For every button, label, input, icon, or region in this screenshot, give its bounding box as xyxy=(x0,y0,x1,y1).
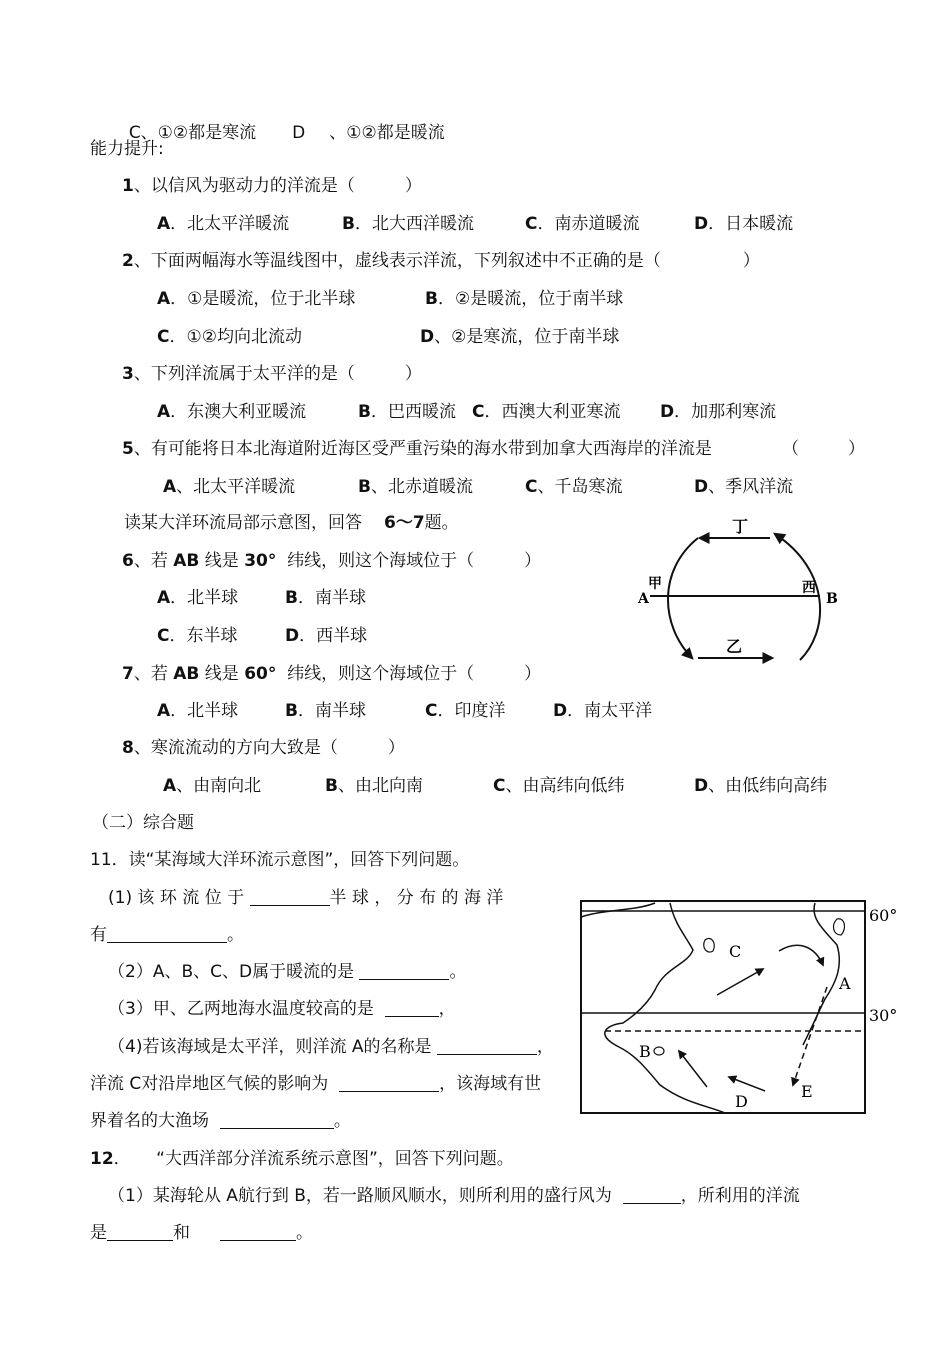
option-letter: C xyxy=(525,477,538,497)
q11-part2 xyxy=(108,961,466,983)
option-letter: A xyxy=(157,701,171,721)
option-text: 、千岛寒流 xyxy=(537,477,623,497)
current-arrow-d xyxy=(729,1077,765,1091)
map-label-a: A xyxy=(839,974,851,993)
answer-blank[interactable] xyxy=(437,1038,537,1055)
lat-60-label: 60° xyxy=(869,906,898,925)
question-stem: 、以信风为驱动力的洋流是（ xyxy=(133,176,355,196)
option-text: 、由南向北 xyxy=(176,776,262,796)
question-6 xyxy=(122,550,541,572)
bracket-close: ） xyxy=(387,738,405,758)
option-letter: A xyxy=(157,402,171,422)
q8-option-c xyxy=(493,775,624,797)
q2-option-a xyxy=(157,288,355,310)
bracket-close: ） xyxy=(524,551,542,571)
q5-option-d xyxy=(694,476,793,498)
question-11-title: 11．读“某海域大洋环流示意图”，回答下列问题。 xyxy=(90,850,470,870)
option-letter: B xyxy=(425,289,438,309)
option-letter: D xyxy=(660,402,675,422)
option-letter: C xyxy=(493,776,506,796)
q11-part6 xyxy=(90,1110,351,1132)
bracket-close: ） xyxy=(524,664,542,684)
latitude-value: 60° xyxy=(244,664,277,684)
option-text: ．巴西暖流 xyxy=(370,402,456,422)
q6-option-c xyxy=(157,625,237,647)
current-arrow-b xyxy=(679,1051,707,1087)
option-letter: D xyxy=(694,477,709,497)
option-text: ．南半球 xyxy=(297,588,366,608)
option-d-letter: D xyxy=(292,123,306,143)
part-text-b: ，所利用的洋流 xyxy=(680,1186,800,1206)
option-letter: D xyxy=(694,776,709,796)
question-2 xyxy=(122,250,760,272)
option-letter: B xyxy=(358,477,371,497)
label-xi: 西 xyxy=(802,580,816,596)
q11-part1 xyxy=(108,887,503,909)
question-stem: 纬线，则这个海域位于（ xyxy=(287,664,475,684)
q7-option-d xyxy=(553,700,652,722)
stem-mid: 线是 xyxy=(204,664,239,684)
section-ability-heading: 能力提升: xyxy=(90,139,164,159)
q1-option-c xyxy=(525,213,639,235)
question-number: 12 xyxy=(90,1149,114,1169)
answer-blank[interactable] xyxy=(385,1000,439,1017)
option-text: ．东半球 xyxy=(169,626,238,646)
option-letter: D xyxy=(420,327,435,347)
option-letter: A xyxy=(157,588,171,608)
current-arrow-e xyxy=(793,987,827,1085)
current-arrow-a xyxy=(779,945,823,965)
option-text: ．印度洋 xyxy=(437,701,506,721)
option-text: ．北半球 xyxy=(170,701,239,721)
q12-part1-cont xyxy=(90,1222,313,1244)
current-arrow-c xyxy=(717,969,763,995)
answer-blank[interactable] xyxy=(220,1112,334,1129)
map-label-c: C xyxy=(729,942,742,961)
option-letter: C xyxy=(525,214,538,234)
answer-blank[interactable] xyxy=(359,963,449,980)
option-d-text: 、①②都是暖流 xyxy=(329,123,445,143)
option-text: ．东澳大利亚暖流 xyxy=(170,402,307,422)
q6-option-a xyxy=(157,587,238,609)
map-label-e: E xyxy=(801,1082,813,1101)
option-letter: A xyxy=(163,477,177,497)
part-text: (1) 该 环 流 位 于 xyxy=(108,888,245,908)
q7-option-b xyxy=(285,700,366,722)
option-letter: C xyxy=(157,327,170,347)
part-text: 有 xyxy=(90,925,107,945)
option-letter: D xyxy=(285,626,300,646)
q1-option-d xyxy=(694,213,793,235)
option-c-text: C、①②都是寒流 xyxy=(128,123,257,143)
part-end: 。 xyxy=(333,1111,351,1131)
part-end: 。 xyxy=(227,925,244,945)
q11-part4 xyxy=(108,1036,554,1058)
part-text: （3）甲、乙两地海水温度较高的是 xyxy=(108,999,374,1019)
question-5 xyxy=(122,438,712,460)
part-text: 是 xyxy=(90,1223,107,1243)
answer-blank[interactable] xyxy=(107,1224,173,1241)
label-yi: 乙 xyxy=(726,637,743,656)
question-stem: 、有可能将日本北海道附近海区受严重污染的海水带到加拿大西海岸的洋流是 xyxy=(133,439,712,459)
q1-option-b xyxy=(342,213,474,235)
ocean-circulation-diagram xyxy=(630,510,850,670)
label-b: B xyxy=(826,591,838,607)
read-text-end: 题。 xyxy=(424,513,459,533)
island-east xyxy=(834,919,845,935)
option-text: ．加那利寒流 xyxy=(674,402,777,422)
q2-option-b xyxy=(425,288,623,310)
part-end: ， xyxy=(536,1037,554,1057)
stem-mid: 线是 xyxy=(204,551,239,571)
q3-option-d xyxy=(660,401,776,423)
answer-blank[interactable] xyxy=(220,1224,296,1241)
option-text: 、季风洋流 xyxy=(708,477,794,497)
part-end: 。 xyxy=(449,962,467,982)
stem-pre: 、若 xyxy=(133,664,168,684)
option-letter: B xyxy=(285,701,298,721)
q6-option-b xyxy=(285,587,366,609)
question-stem: ． “大西洋部分洋流系统示意图”，回答下列问题。 xyxy=(113,1149,514,1169)
q8-option-d xyxy=(694,775,827,797)
option-letter: C xyxy=(425,701,438,721)
answer-blank[interactable] xyxy=(107,926,227,943)
option-text: ．②是暖流，位于南半球 xyxy=(437,289,624,309)
part-end: ， xyxy=(438,999,456,1019)
option-text: ．北大西洋暖流 xyxy=(354,214,474,234)
label-a: A xyxy=(638,591,649,607)
q5-option-a xyxy=(163,476,295,498)
question-number: 5 xyxy=(122,439,134,459)
part-text: （1）某海轮从 A航行到 B，若一路顺风顺水，则所利用的盛行风为 xyxy=(108,1186,612,1206)
latitude-value: 30° xyxy=(244,551,277,571)
option-text: 、北太平洋暖流 xyxy=(176,477,296,497)
q5-bracket-close: ） xyxy=(848,439,865,459)
q5-bracket-open: （ xyxy=(782,439,799,459)
option-text: 、由低纬向高纬 xyxy=(708,776,828,796)
label-ding: 丁 xyxy=(732,517,749,536)
question-8 xyxy=(122,737,405,759)
read-instruction xyxy=(124,512,459,534)
question-number: 6 xyxy=(122,551,134,571)
answer-blank[interactable] xyxy=(623,1187,681,1204)
question-number: 8 xyxy=(122,738,134,758)
map-label-b: B xyxy=(639,1042,651,1061)
option-text: 、由高纬向低纬 xyxy=(505,776,625,796)
part-text-b: ，该海域有世 xyxy=(439,1074,542,1094)
question-7 xyxy=(122,663,541,685)
part-text: 界着名的大渔场 xyxy=(90,1111,209,1131)
q5-option-b xyxy=(358,476,473,498)
option-text: ．南半球 xyxy=(297,701,366,721)
q3-option-c xyxy=(472,401,620,423)
line-label: AB xyxy=(173,551,200,571)
option-letter: A xyxy=(157,289,171,309)
option-text: ．西半球 xyxy=(299,626,368,646)
option-letter: C xyxy=(157,626,170,646)
bracket-close: ） xyxy=(404,176,422,196)
q12-part1 xyxy=(108,1185,800,1207)
part-text-b: 半 球 ， 分 布 的 海 洋 xyxy=(329,888,504,908)
option-text: ．北太平洋暖流 xyxy=(170,214,290,234)
island-west xyxy=(704,938,715,952)
question-stem: 纬线，则这个海域位于（ xyxy=(287,551,475,571)
option-text: ．南太平洋 xyxy=(567,701,653,721)
answer-blank[interactable] xyxy=(250,889,330,906)
q1-option-a xyxy=(157,213,289,235)
option-text: 、由北向南 xyxy=(337,776,423,796)
part-text: 洋流 C对沿岸地区气候的影响为 xyxy=(90,1074,329,1094)
option-letter: C xyxy=(472,402,485,422)
option-text: ．北半球 xyxy=(170,588,239,608)
part-text-b: 和 xyxy=(173,1223,190,1243)
q2-option-d xyxy=(420,326,619,348)
question-3 xyxy=(122,363,422,385)
question-12-title xyxy=(90,1148,514,1170)
q11-part1-cont xyxy=(90,924,244,946)
question-number: 2 xyxy=(122,251,134,271)
map-frame xyxy=(581,901,865,1113)
q3-option-b xyxy=(358,401,456,423)
line-label: AB xyxy=(173,664,200,684)
part-text: （4)若该海域是太平洋，则洋流 A的名称是 xyxy=(108,1037,432,1057)
lat-30-label: 30° xyxy=(869,1006,898,1025)
part-end: 。 xyxy=(296,1223,313,1243)
option-text: ．西澳大利亚寒流 xyxy=(484,402,621,422)
option-text: ．日本暖流 xyxy=(708,214,794,234)
question-range: 6～7 xyxy=(384,513,425,533)
part-text: （2）A、B、C、D属于暖流的是 xyxy=(108,962,355,982)
q6-option-d xyxy=(285,625,367,647)
option-letter: B xyxy=(325,776,338,796)
option-letter: D xyxy=(694,214,709,234)
option-text: 、②是寒流，位于南半球 xyxy=(434,327,620,347)
option-letter: A xyxy=(157,214,171,234)
question-number: 3 xyxy=(122,364,134,384)
option-text: ．①是暖流，位于北半球 xyxy=(170,289,356,309)
q3-option-a xyxy=(157,401,306,423)
option-text: ．①②均向北流动 xyxy=(169,327,302,347)
bracket-close: ） xyxy=(742,251,760,271)
option-letter: B xyxy=(358,402,371,422)
answer-blank[interactable] xyxy=(339,1075,439,1092)
q7-option-a xyxy=(157,700,238,722)
stem-pre: 、若 xyxy=(133,551,168,571)
q11-part3 xyxy=(108,998,456,1020)
q8-option-a xyxy=(163,775,261,797)
q11-part5 xyxy=(90,1073,541,1095)
option-letter: B xyxy=(285,588,298,608)
option-letter: B xyxy=(342,214,355,234)
question-number: 1 xyxy=(122,176,134,196)
q5-option-c xyxy=(525,476,622,498)
q2-option-c xyxy=(157,326,302,348)
option-text: 、北赤道暖流 xyxy=(370,477,473,497)
option-text: ．南赤道暖流 xyxy=(537,214,640,234)
island-b xyxy=(654,1047,664,1055)
bracket-close: ） xyxy=(404,364,422,384)
question-stem: 、下列洋流属于太平洋的是（ xyxy=(133,364,355,384)
question-1 xyxy=(122,175,422,197)
west-current-arrow xyxy=(668,538,698,658)
question-stem: 、下面两幅海水等温线图中，虚线表示洋流，下列叙述中不正确的是（ xyxy=(133,251,661,271)
question-number: 7 xyxy=(122,664,134,684)
map-label-d: D xyxy=(735,1092,748,1111)
option-letter: D xyxy=(553,701,568,721)
question-stem: 、寒流流动的方向大致是（ xyxy=(133,738,338,758)
option-line-c-d xyxy=(118,100,445,144)
q8-option-b xyxy=(325,775,423,797)
read-text: 读某大洋环流局部示意图，回答 xyxy=(124,513,362,533)
q7-option-c xyxy=(425,700,505,722)
section-comprehensive-heading: （二）综合题 xyxy=(92,813,194,833)
ocean-circulation-map xyxy=(575,895,905,1120)
option-letter: A xyxy=(163,776,177,796)
label-jia: 甲 xyxy=(648,576,662,592)
